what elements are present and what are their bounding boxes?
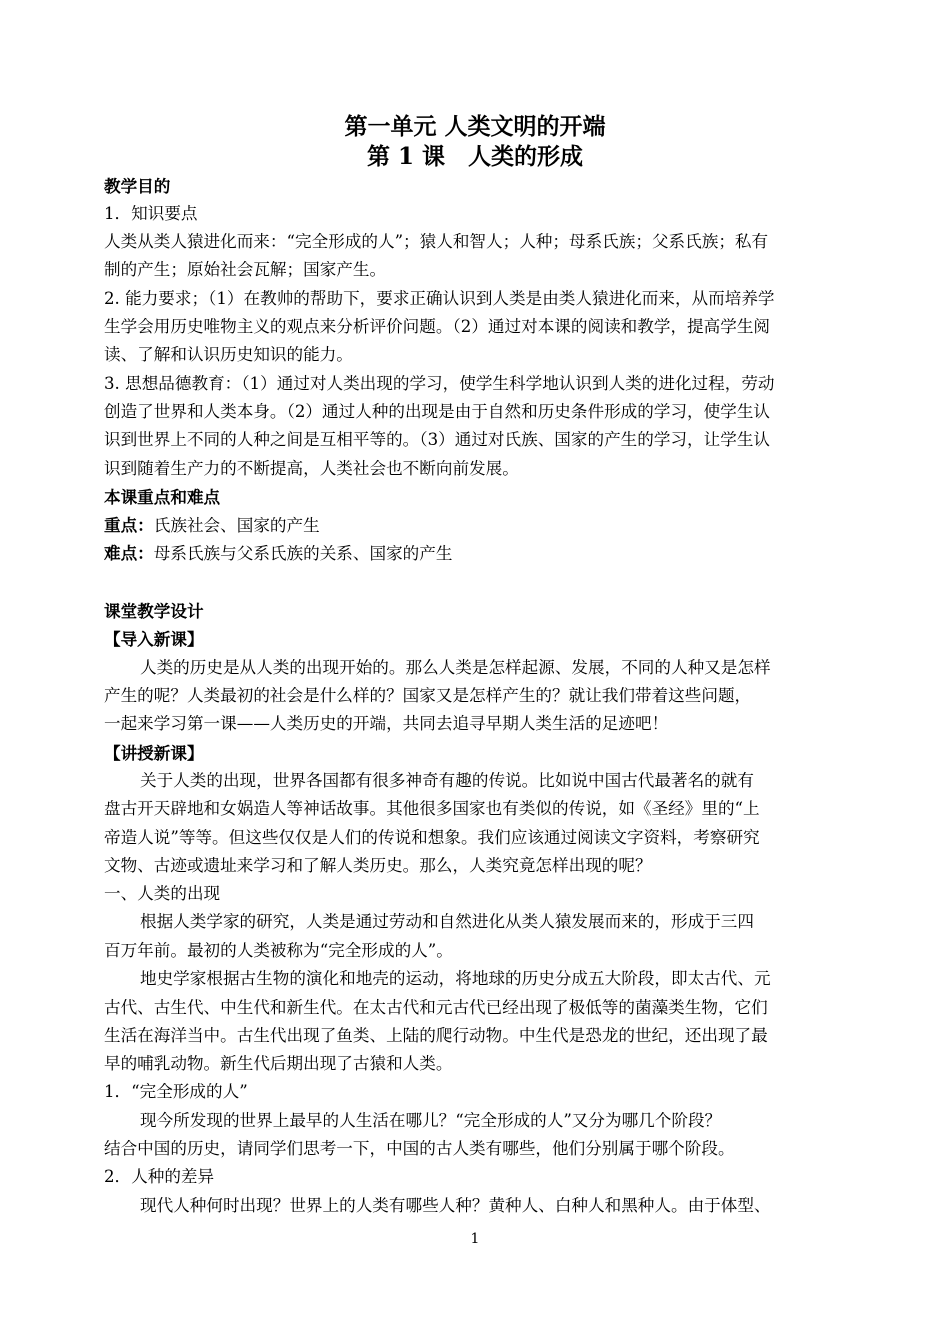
subheading-line: 一、人类的出现 xyxy=(104,884,221,903)
text-line: 创造了世界和人类本身。（2）通过人种的出现是由于自然和历史条件形成的学习，使学生认 xyxy=(104,402,771,421)
section-heading-key-points: 本课重点和难点 xyxy=(104,487,221,507)
section-heading-teaching: 【讲授新课】 xyxy=(104,743,204,763)
text-line: 现代人种何时出现？世界上的人类有哪些人种？黄种人、白种人和黑种人。由于体型、 xyxy=(140,1196,771,1215)
text-line: 盘古开天辟地和女娲造人等神话故事。其他很多国家也有类似的传说，如《圣经》里的“上 xyxy=(104,799,760,818)
section-heading-objectives: 教学目的 xyxy=(104,176,171,196)
text-line: 1．知识要点 xyxy=(104,204,198,223)
text-line: 早的哺乳动物。新生代后期出现了古猿和人类。 xyxy=(104,1054,453,1073)
text-line: 地史学家根据古生物的演化和地壳的运动，将地球的历史分成五大阶段，即太古代、元 xyxy=(140,969,771,988)
text-line: 读、了解和认识历史知识的能力。 xyxy=(104,345,353,364)
key-point-line xyxy=(104,511,850,540)
text-line: 制的产生；原始社会瓦解；国家产生。 xyxy=(104,260,387,279)
lesson-title: 第 1 课 人类的形成 xyxy=(366,143,584,170)
text-line: 生活在海洋当中。古生代出现了鱼类、上陆的爬行动物。中生代是恐龙的世纪，还出现了最 xyxy=(104,1026,768,1045)
page-number: 1 xyxy=(470,1231,480,1247)
unit-title: 第一单元 人类文明的开端 xyxy=(344,113,606,140)
subheading-line: 2．人种的差异 xyxy=(104,1167,215,1186)
key-point-text: 氏族社会、国家的产生 xyxy=(153,516,320,535)
text-line: 文物、古迹或遗址来学习和了解人类历史。那么，人类究竟怎样出现的呢？ xyxy=(104,856,652,875)
text-line: 帝造人说”等等。但这些仅仅是人们的传说和想象。我们应该通过阅读文字资料，考察研究 xyxy=(104,828,760,847)
section-heading-design: 课堂教学设计 xyxy=(104,601,204,621)
text-line: 古代、古生代、中生代和新生代。在太古代和元古代已经出现了极低等的菌藻类生物，它们 xyxy=(104,998,768,1017)
text-line: 人类的历史是从人类的出现开始的。那么人类是怎样起源、发展，不同的人种又是怎样 xyxy=(140,658,771,677)
text-line: 百万年前。最初的人类被称为“完全形成的人”。 xyxy=(104,941,453,960)
difficult-point-line xyxy=(104,539,850,568)
text-line: 生学会用历史唯物主义的观点来分析评价问题。（2）通过对本课的阅读和教学，提高学生阅 xyxy=(104,317,771,336)
key-point-label: 重点： xyxy=(104,515,154,535)
text-line: 人类从类人猿进化而来：“完全形成的人”；猿人和智人；人种；母系氏族；父系氏族；私有 xyxy=(104,232,769,251)
text-line: 3. 思想品德教育：（1）通过对人类出现的学习，使学生科学地认识到人类的进化过程，劳动 xyxy=(104,374,775,393)
text-line: 识到随着生产力的不断提高，人类社会也不断向前发展。 xyxy=(104,459,519,478)
text-line: 产生的呢？人类最初的社会是什么样的？国家又是怎样产生的？就让我们带着这些问题， xyxy=(104,686,752,705)
text-line: 一起来学习第一课——人类历史的开端，共同去追寻早期人类生活的足迹吧！ xyxy=(104,714,669,733)
text-line: 关于人类的出现，世界各国都有很多神奇有趣的传说。比如说中国古代最著名的就有 xyxy=(140,771,754,790)
text-line: 根据人类学家的研究，人类是通过劳动和自然进化从类人猿发展而来的，形成于三四 xyxy=(140,912,754,931)
text-line: 2. 能力要求；（1）在教帅的帮助下，要求正确认识到人类是由类人猿进化而来，从而培养学 xyxy=(104,289,775,308)
subheading-line: 1．“完全形成的人” xyxy=(104,1082,248,1101)
text-line: 现今所发现的世界上最早的人生活在哪儿？“完全形成的人”又分为哪几个阶段？ xyxy=(140,1111,722,1130)
difficult-point-text: 母系氏族与父系氏族的关系、国家的产生 xyxy=(153,544,453,563)
text-line: 识到世界上不同的人种之间是互相平等的。（3）通过对氏族、国家的产生的学习，让学生认 xyxy=(104,430,771,449)
difficult-point-label: 难点： xyxy=(104,543,154,563)
section-heading-intro: 【导入新课】 xyxy=(104,629,204,649)
text-line: 结合中国的历史，请同学们思考一下，中国的古人类有哪些，他们分别属于哪个阶段。 xyxy=(104,1139,735,1158)
